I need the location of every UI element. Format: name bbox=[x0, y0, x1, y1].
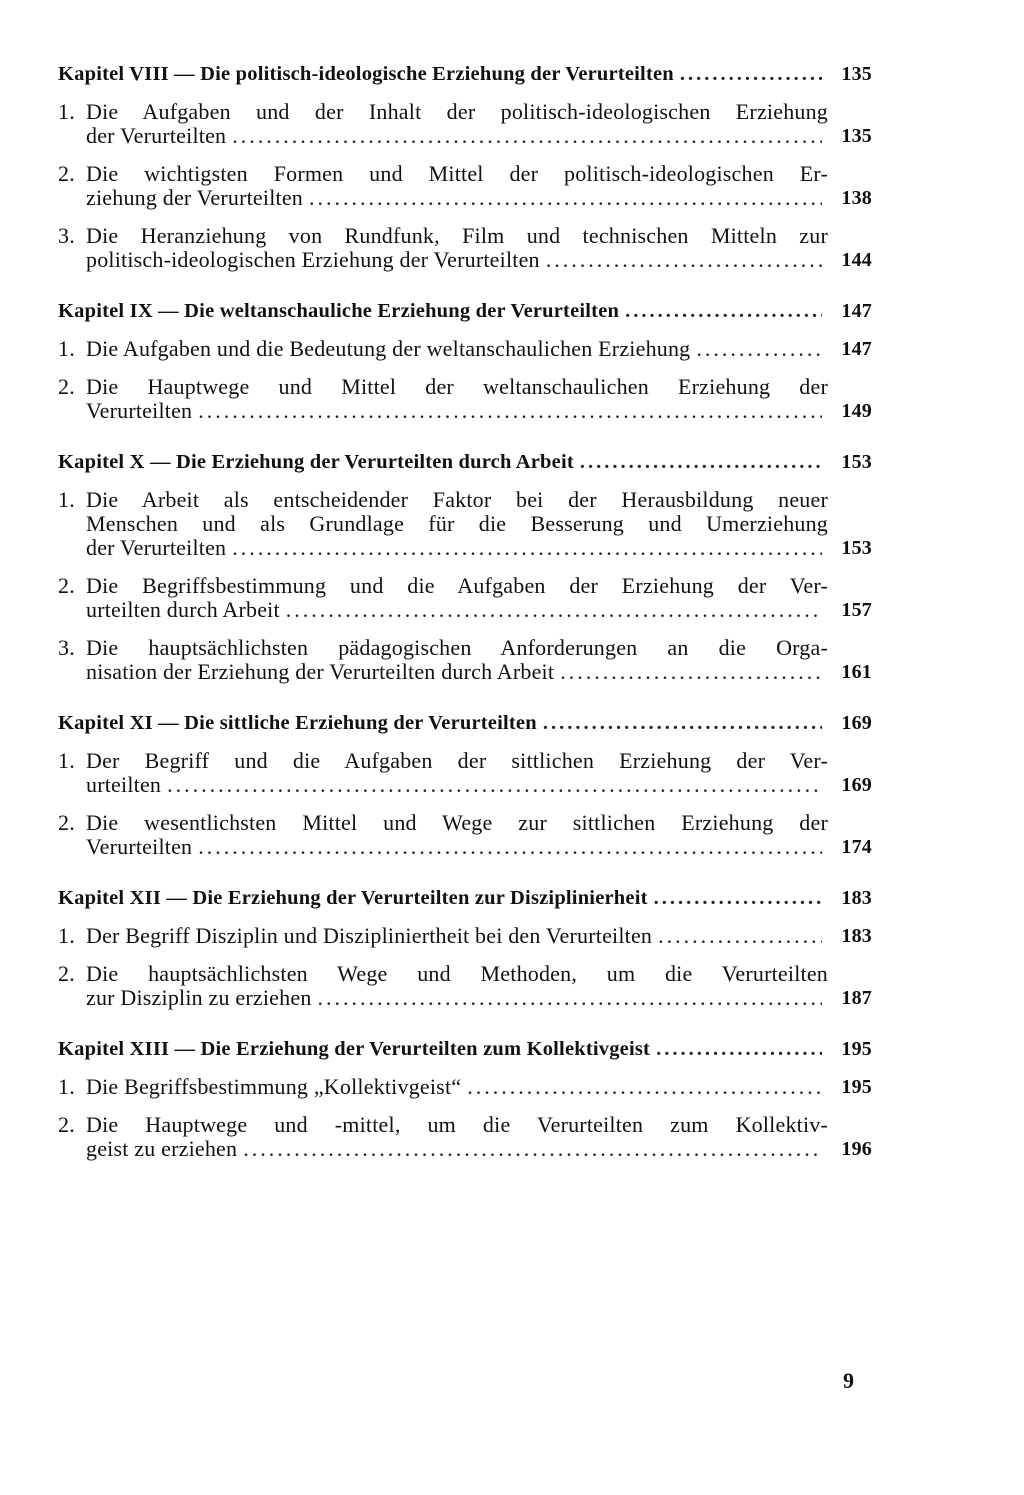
chapter-heading bbox=[58, 1037, 872, 1061]
chapter-title: Kapitel XI — Die sittliche Erziehung der Verurteilten bbox=[58, 712, 537, 734]
entry-text-line: Die wesentlichsten Mittel und Wege zur sittlichen Erziehung der bbox=[86, 810, 828, 835]
toc-chapter bbox=[58, 1037, 872, 1161]
chapter-page: 169 bbox=[841, 712, 872, 734]
leader-dots bbox=[560, 660, 822, 684]
chapter-heading bbox=[58, 62, 872, 86]
leader-dots bbox=[243, 1137, 822, 1161]
entry-text-line: Die hauptsächlichsten pädagogischen Anforderungen an die Orga- bbox=[86, 635, 828, 660]
entry-text-line: nisation der Erziehung der Verurteilten durch Arbeit bbox=[86, 659, 555, 684]
leader-dots bbox=[467, 1075, 822, 1099]
chapter-title: Kapitel VIII — Die politisch-ideologische Erziehung der Verurteilten bbox=[58, 63, 674, 85]
entry-text-line: urteilten bbox=[86, 772, 162, 797]
entry-text-line: der Verurteilten bbox=[86, 535, 227, 560]
chapter-title: Kapitel XII — Die Erziehung der Verurteilten zur Disziplinierheit bbox=[58, 887, 648, 909]
chapter-page: 135 bbox=[841, 63, 872, 85]
toc-entry bbox=[58, 749, 872, 797]
toc-chapter bbox=[58, 299, 872, 423]
entry-page: 138 bbox=[841, 187, 872, 209]
toc-entry bbox=[58, 924, 872, 948]
entry-text-line: Der Begriff Disziplin und Diszipliniertheit bei den Verurteilten bbox=[86, 923, 653, 948]
entry-text-line: Die Hauptwege und -mittel, um die Verurteilten zum Kollektiv- bbox=[86, 1112, 828, 1137]
toc-entry bbox=[58, 811, 872, 859]
toc-chapter bbox=[58, 711, 872, 859]
entry-number: 1. bbox=[58, 487, 75, 512]
entry-text-line: urteilten durch Arbeit bbox=[86, 597, 280, 622]
entry-number: 2. bbox=[58, 573, 75, 598]
leader-dots bbox=[696, 337, 822, 361]
chapter-heading bbox=[58, 711, 872, 735]
toc-entry bbox=[58, 337, 872, 361]
leader-dots bbox=[658, 924, 822, 948]
chapter-heading bbox=[58, 886, 872, 910]
entry-text-line: der Verurteilten bbox=[86, 123, 227, 148]
entry-text-line: Die Aufgaben und der Inhalt der politisch-ideologischen Erziehung bbox=[86, 99, 828, 124]
toc-entry bbox=[58, 1113, 872, 1161]
chapter-heading bbox=[58, 299, 872, 323]
toc-entry bbox=[58, 574, 872, 622]
entry-text-line: zur Disziplin zu erziehen bbox=[86, 985, 312, 1010]
entry-text-line: Die Heranziehung von Rundfunk, Film und technischen Mitteln zur bbox=[86, 223, 828, 248]
table-of-contents bbox=[58, 62, 872, 1188]
leader-dots bbox=[167, 773, 822, 797]
entry-text-line: ziehung der Verurteilten bbox=[86, 185, 303, 210]
entry-page: 144 bbox=[841, 249, 872, 271]
leader-dots bbox=[318, 986, 822, 1010]
entry-number: 3. bbox=[58, 223, 75, 248]
chapter-heading bbox=[58, 450, 872, 474]
entry-number: 1. bbox=[58, 923, 75, 948]
entry-text-line: Die Arbeit als entscheidender Faktor bei der Herausbildung neuer bbox=[86, 487, 828, 512]
entry-text-line: Die Hauptwege und Mittel der weltanschaulichen Erziehung der bbox=[86, 374, 828, 399]
chapter-page: 195 bbox=[841, 1038, 872, 1060]
leader-dots bbox=[286, 598, 822, 622]
entry-page: 161 bbox=[841, 661, 872, 683]
entry-number: 2. bbox=[58, 1112, 75, 1137]
leader-dots bbox=[654, 886, 822, 910]
leader-dots bbox=[198, 399, 822, 423]
chapter-title: Kapitel XIII — Die Erziehung der Verurteilten zum Kollektivgeist bbox=[58, 1038, 651, 1060]
entry-text-line: Die hauptsächlichsten Wege und Methoden, um die Verurteilten bbox=[86, 961, 828, 986]
entry-text-line: Der Begriff und die Aufgaben der sittlichen Erziehung der Ver- bbox=[86, 748, 828, 773]
chapter-title: Kapitel X — Die Erziehung der Verurteilten durch Arbeit bbox=[58, 451, 574, 473]
entry-page: 183 bbox=[841, 925, 872, 947]
toc-entry bbox=[58, 224, 872, 272]
entry-page: 147 bbox=[841, 338, 872, 360]
toc-entry bbox=[58, 375, 872, 423]
leader-dots bbox=[543, 711, 822, 735]
entry-page: 196 bbox=[841, 1138, 872, 1160]
entry-text-line: Die wichtigsten Formen und Mittel der politisch-ideologischen Er- bbox=[86, 161, 828, 186]
toc-entry bbox=[58, 100, 872, 148]
entry-number: 1. bbox=[58, 1074, 75, 1099]
entry-number: 1. bbox=[58, 748, 75, 773]
entry-text-line: Die Aufgaben und die Bedeutung der weltanschaulichen Erziehung bbox=[86, 336, 691, 361]
page-number: 9 bbox=[843, 1368, 854, 1393]
leader-dots bbox=[625, 299, 822, 323]
entry-text-line: Verurteilten bbox=[86, 834, 193, 859]
entry-number: 1. bbox=[58, 99, 75, 124]
leader-dots bbox=[309, 186, 822, 210]
toc-entry bbox=[58, 636, 872, 684]
chapter-page: 153 bbox=[841, 451, 872, 473]
entry-page: 157 bbox=[841, 599, 872, 621]
leader-dots bbox=[656, 1037, 822, 1061]
entry-page: 174 bbox=[841, 836, 872, 858]
toc-entry bbox=[58, 488, 872, 560]
leader-dots bbox=[232, 124, 822, 148]
entry-text-line: Verurteilten bbox=[86, 398, 193, 423]
entry-page: 195 bbox=[841, 1076, 872, 1098]
entry-page: 153 bbox=[841, 537, 872, 559]
entry-text-line: Die Begriffsbestimmung und die Aufgaben der Erziehung der Ver- bbox=[86, 573, 828, 598]
toc-chapter bbox=[58, 886, 872, 1010]
entry-page: 135 bbox=[841, 125, 872, 147]
entry-page: 169 bbox=[841, 774, 872, 796]
toc-entry bbox=[58, 162, 872, 210]
entry-text-line: Menschen und als Grundlage für die Besserung und Umerziehung bbox=[86, 511, 828, 536]
entry-number: 1. bbox=[58, 336, 75, 361]
leader-dots bbox=[680, 62, 822, 86]
entry-text-line: geist zu erziehen bbox=[86, 1136, 238, 1161]
entry-number: 2. bbox=[58, 810, 75, 835]
toc-entry bbox=[58, 962, 872, 1010]
toc-chapter bbox=[58, 450, 872, 684]
entry-number: 2. bbox=[58, 961, 75, 986]
leader-dots bbox=[580, 450, 822, 474]
chapter-page: 183 bbox=[841, 887, 872, 909]
chapter-page: 147 bbox=[841, 300, 872, 322]
entry-number: 2. bbox=[58, 374, 75, 399]
toc-chapter bbox=[58, 62, 872, 272]
entry-text-line: politisch-ideologischen Erziehung der Verurteilten bbox=[86, 247, 540, 272]
chapter-title: Kapitel IX — Die weltanschauliche Erziehung der Verurteilten bbox=[58, 300, 620, 322]
entry-page: 187 bbox=[841, 987, 872, 1009]
entry-text-line: Die Begriffsbestimmung „Kollektivgeist“ bbox=[86, 1074, 462, 1099]
leader-dots bbox=[232, 536, 822, 560]
entry-number: 3. bbox=[58, 635, 75, 660]
entry-page: 149 bbox=[841, 400, 872, 422]
leader-dots bbox=[198, 835, 822, 859]
toc-entry bbox=[58, 1075, 872, 1099]
leader-dots bbox=[546, 248, 822, 272]
entry-number: 2. bbox=[58, 161, 75, 186]
